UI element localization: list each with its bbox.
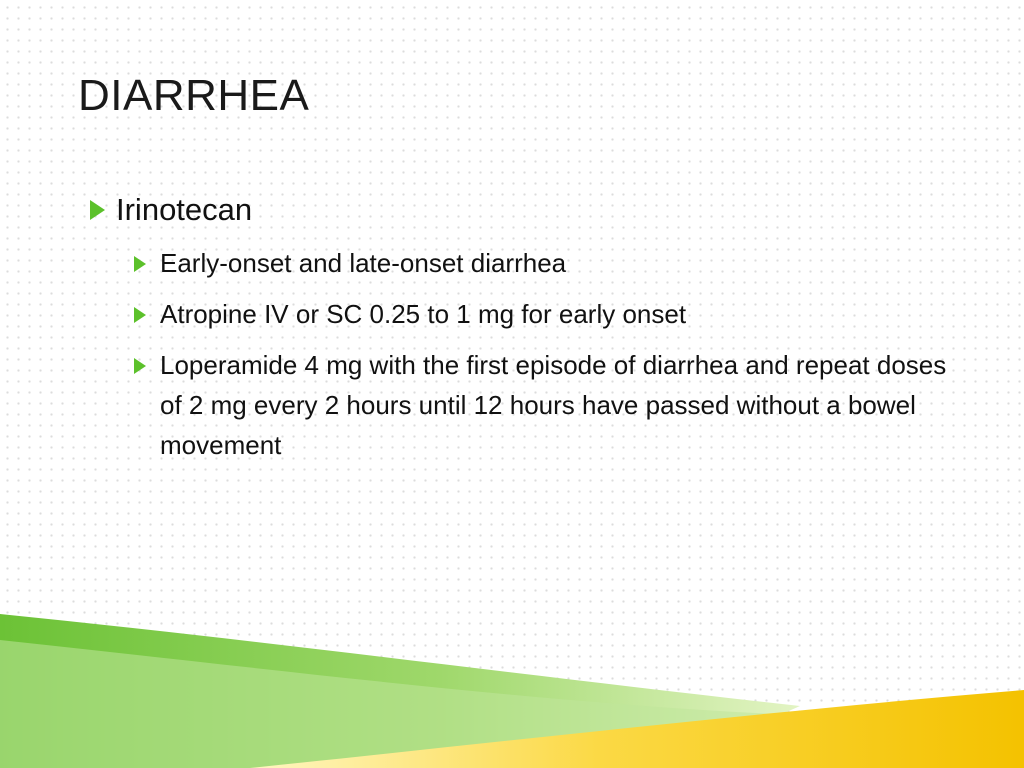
triangle-right-icon xyxy=(134,358,146,374)
sub-bullet-early-onset xyxy=(134,243,970,283)
sub-bullet-text: Early-onset and late-onset diarrhea xyxy=(160,248,567,278)
sub-bullet-text: Atropine IV or SC 0.25 to 1 mg for early onset xyxy=(160,299,687,329)
sub-bullet-loperamide xyxy=(134,345,970,465)
triangle-right-icon xyxy=(90,200,105,220)
triangle-right-icon xyxy=(134,256,146,272)
sub-bullet-atropine xyxy=(134,294,970,334)
sub-bullet-text: Loperamide 4 mg with the first episode of diarrhea and repeat doses of 2 mg every 2 hours until 12 hours have passed without a bowel movement xyxy=(160,350,947,460)
bullet-level1 xyxy=(90,188,970,232)
triangle-right-icon xyxy=(134,307,146,323)
light-swoosh-shape xyxy=(0,640,820,768)
slide-title: DIARRHEA xyxy=(78,71,310,120)
bullet-text: Irinotecan xyxy=(116,192,253,227)
yellow-swoosh-shape xyxy=(250,690,1024,768)
slide-content xyxy=(90,188,970,465)
green-swoosh-shape xyxy=(0,614,800,768)
